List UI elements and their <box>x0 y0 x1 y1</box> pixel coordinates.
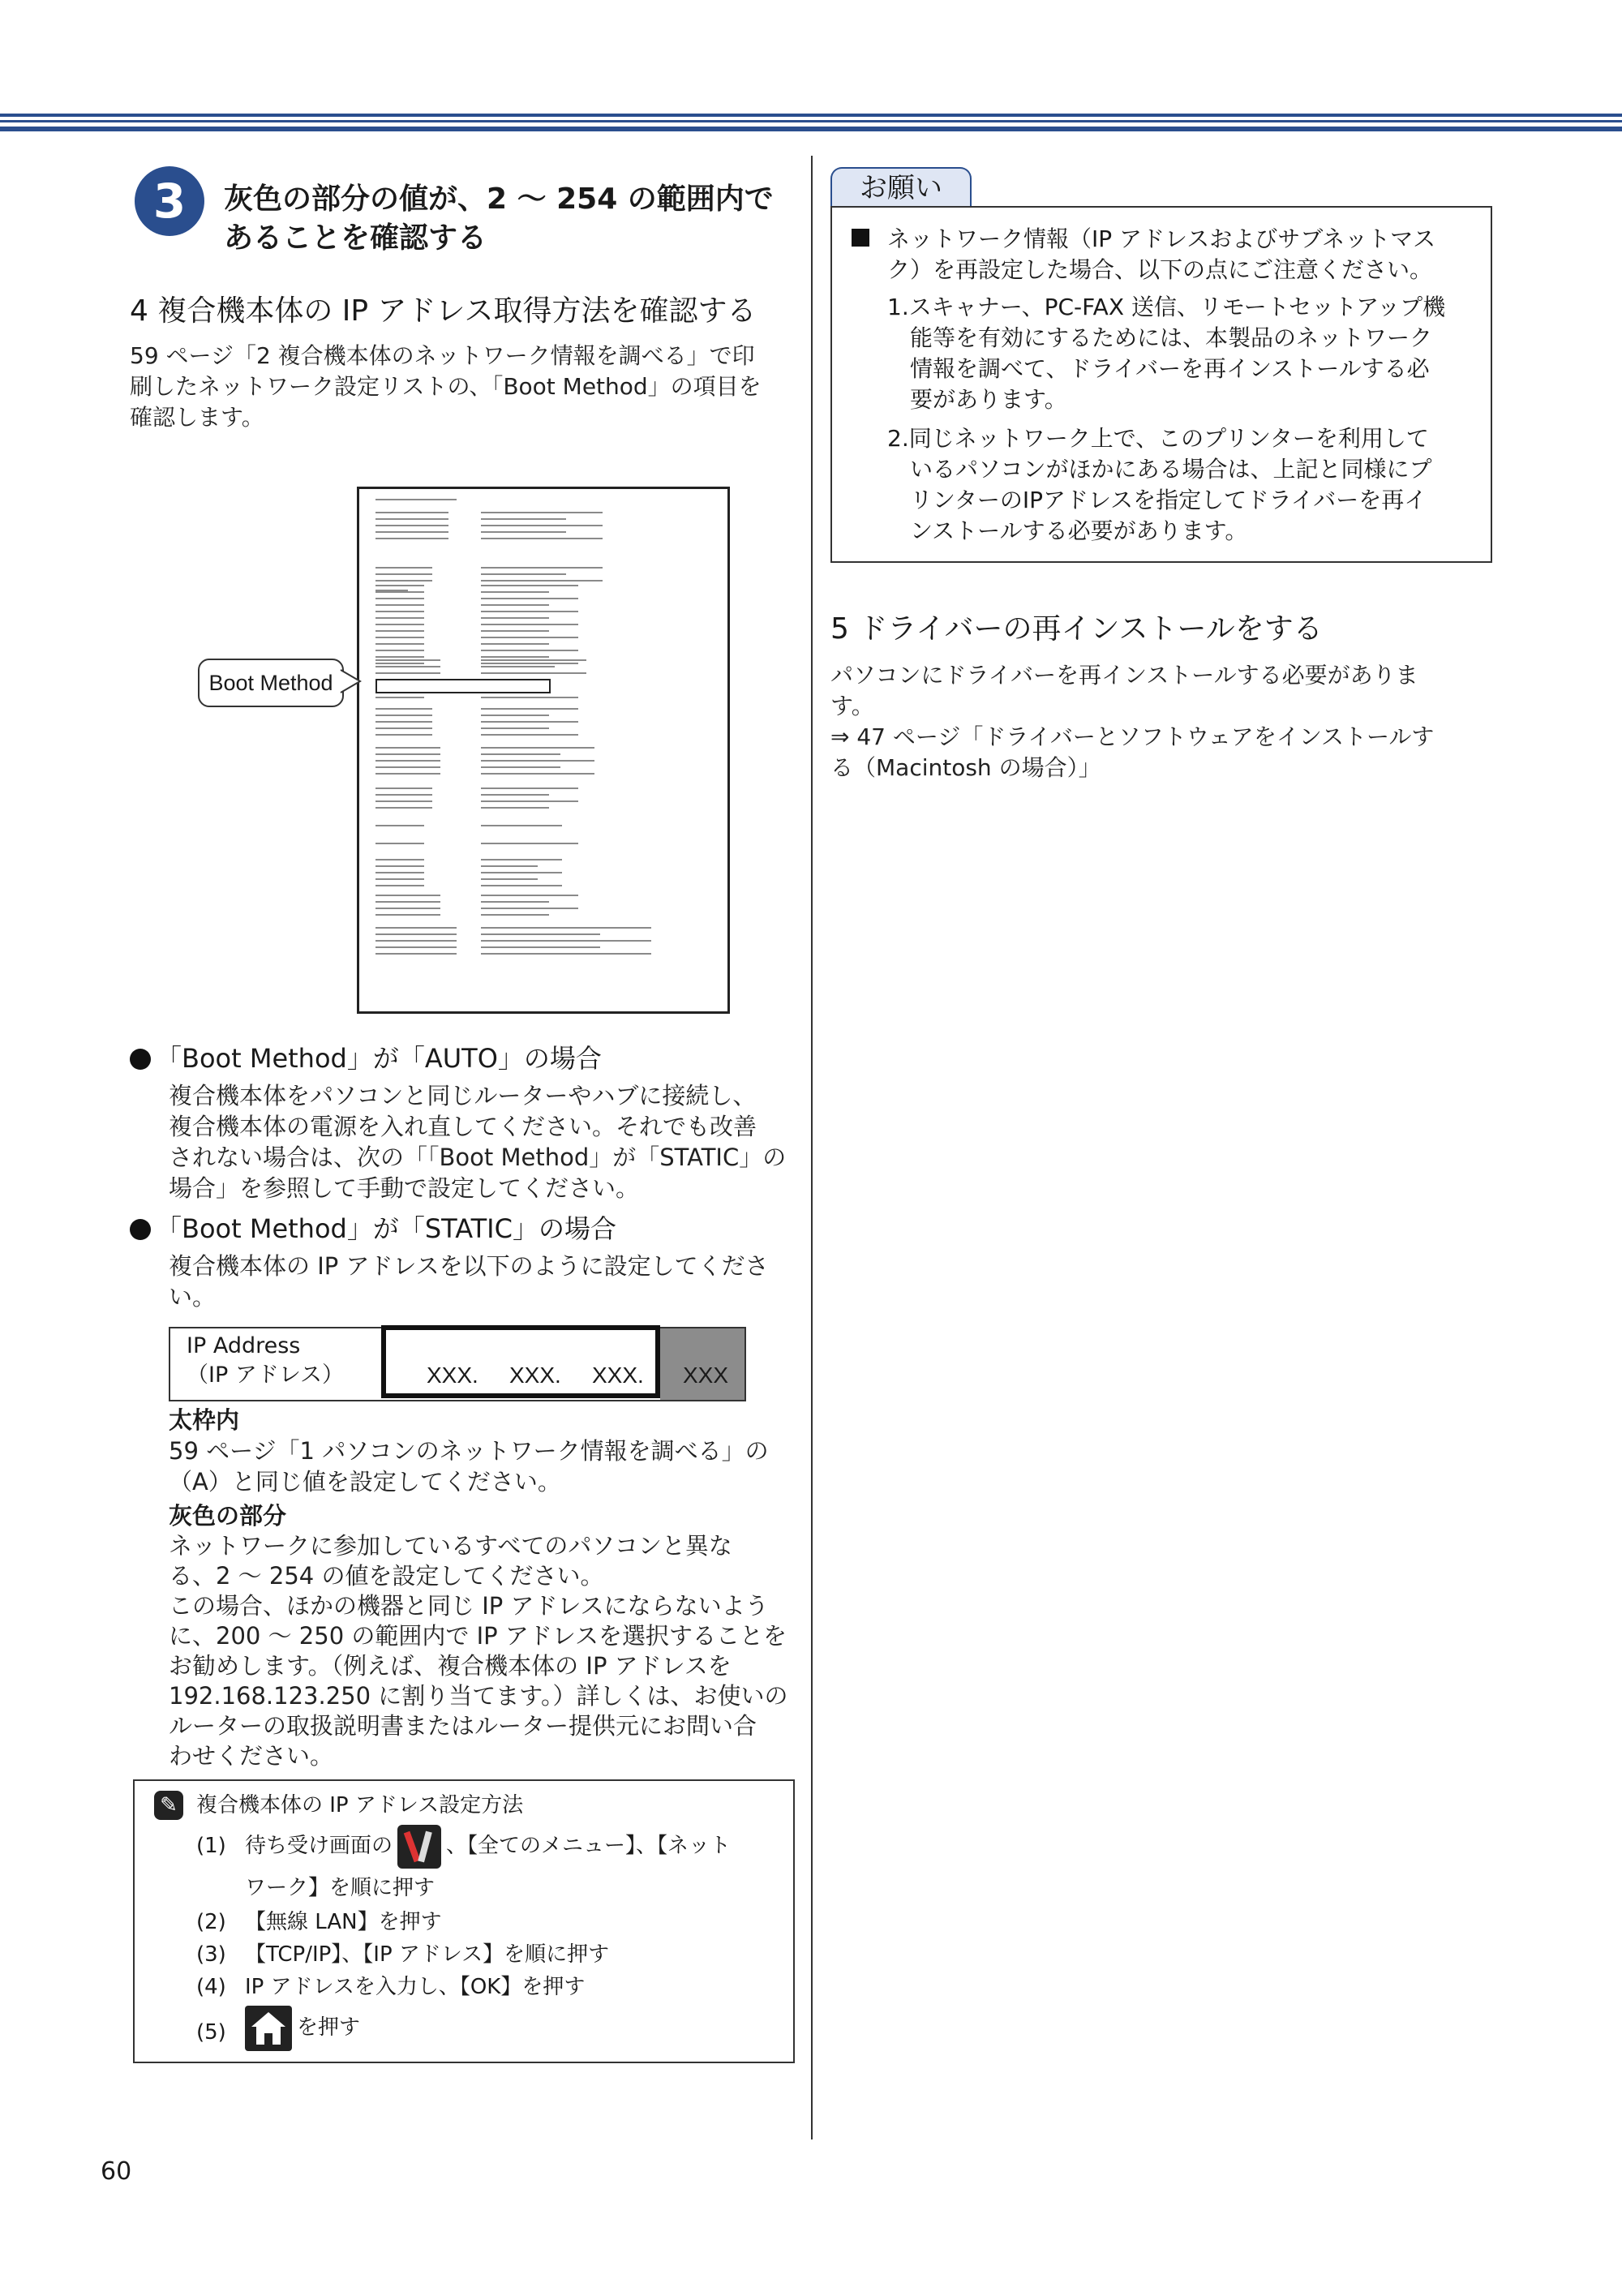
report-text-line <box>375 518 448 520</box>
report-text-line <box>375 908 440 909</box>
report-text-line <box>481 865 538 867</box>
body-line: 192.168.123.250 に割り当てます。）詳しくは、お使いの <box>169 1682 788 1710</box>
report-text-line <box>481 525 603 526</box>
note-step-3: 【TCP/IP】、【IP アドレス】を順に押す <box>245 1942 610 1967</box>
ip-setting-note-box <box>133 1779 795 2063</box>
callout-pointer <box>339 665 363 697</box>
note-step-text: 、【全てのメニュー】、【ネット <box>446 1834 732 1858</box>
body-line: 複合機本体の IP アドレスを以下のように設定してくださ <box>169 1252 769 1280</box>
note-step-number: (2) <box>196 1910 226 1934</box>
report-text-line <box>375 666 440 667</box>
report-text-line <box>375 747 440 749</box>
report-text-line <box>375 611 424 612</box>
report-text-line <box>375 788 432 789</box>
note-step-text: を押す <box>297 2015 361 2040</box>
report-text-line <box>481 807 549 809</box>
report-text-line <box>375 914 440 916</box>
column-divider <box>811 156 813 2139</box>
report-text-line <box>375 512 448 513</box>
header-rule-bottom <box>0 127 1622 131</box>
report-text-line <box>481 659 586 661</box>
step-number-badge: 3 <box>135 166 204 236</box>
report-text-line <box>481 753 560 755</box>
body-line: ルーターの取扱説明書またはルーター提供元にお問い合 <box>169 1712 757 1740</box>
report-text-line <box>375 659 440 661</box>
report-text-line <box>481 940 651 942</box>
report-text-line <box>481 933 600 935</box>
report-text-line <box>481 643 549 645</box>
auto-case-heading <box>130 1041 602 1075</box>
report-text-line <box>481 953 651 955</box>
report-text-line <box>375 825 424 826</box>
report-text-line <box>375 753 440 755</box>
square-bullet-icon <box>852 229 869 247</box>
report-text-line <box>481 927 651 929</box>
network-config-report-image <box>357 487 730 1014</box>
report-text-line <box>481 708 578 710</box>
section-4-body <box>130 341 762 433</box>
report-text-line <box>481 885 562 886</box>
request-point-1: 1.スキャナー、PC-FAX 送信、リモートセットアップ機 <box>887 294 1446 320</box>
report-text-line <box>375 637 424 638</box>
note-step-4: IP アドレスを入力し、【OK】を押す <box>245 1975 586 1999</box>
body-line: ネットワークに参加しているすべてのパソコンと異な <box>169 1532 732 1560</box>
report-text-line <box>375 538 448 539</box>
header-rule-top <box>0 114 1622 117</box>
request-point-2-line: いるパソコンがほかにある場合は、上記と同様にプ <box>910 456 1432 483</box>
body-line: 59 ページ「2 複合機本体のネットワーク情報を調べる」で印 <box>130 342 755 369</box>
ip-label-line: （IP アドレス） <box>187 1363 345 1388</box>
report-text-line <box>481 747 594 749</box>
thick-frame-body <box>169 1436 769 1497</box>
report-text-line <box>481 624 578 625</box>
report-text-line <box>375 766 440 768</box>
gray-part-title: 灰色の部分 <box>169 1502 287 1530</box>
report-text-line <box>481 697 578 698</box>
report-text-line <box>481 637 578 638</box>
report-text-line <box>481 766 560 768</box>
report-text-line <box>481 908 578 909</box>
report-text-line <box>481 663 578 664</box>
report-text-line <box>481 538 603 539</box>
report-text-line <box>375 734 432 736</box>
report-text-line <box>375 604 424 606</box>
section-4-heading: 4 複合機本体の IP アドレス取得方法を確認する <box>130 294 757 328</box>
body-line: 複合機本体の電源を入れ直してください。それでも改善 <box>169 1113 757 1140</box>
auto-case-heading-text: 「Boot Method」が「AUTO」の場合 <box>156 1043 602 1074</box>
report-text-line <box>481 672 586 674</box>
report-text-line <box>481 901 549 903</box>
step-title-line: あることを確認する <box>224 221 487 255</box>
body-line: わせください。 <box>169 1742 334 1770</box>
report-text-line <box>481 825 562 826</box>
report-text-line <box>375 940 457 942</box>
report-text-line <box>375 727 432 729</box>
report-text-line <box>375 800 432 802</box>
request-item-line: ネットワーク情報（IP アドレスおよびサブネットマス <box>887 225 1436 252</box>
request-point-2-line: ンストールする必要があります。 <box>910 517 1248 544</box>
bullet-icon <box>130 1049 151 1070</box>
note-step-text: 待ち受け画面の <box>245 1834 393 1858</box>
report-text-line <box>375 760 440 762</box>
body-line: 複合機本体をパソコンと同じルーターやハブに接続し、 <box>169 1082 757 1109</box>
report-text-line <box>481 788 578 789</box>
report-text-line <box>375 499 457 500</box>
report-text-line <box>375 580 432 582</box>
request-point-2-line: リンターのIPアドレスを指定してドライバーを再イ <box>910 487 1427 513</box>
report-text-line <box>375 807 432 809</box>
report-text-line <box>375 933 457 935</box>
report-text-line <box>375 643 424 645</box>
report-text-line <box>375 946 457 948</box>
static-case-heading-text: 「Boot Method」が「STATIC」の場合 <box>156 1213 616 1244</box>
boot-method-callout: Boot Method <box>198 659 344 707</box>
home-icon <box>245 2006 292 2051</box>
report-text-line <box>481 721 578 723</box>
report-text-line <box>375 715 432 716</box>
note-step-5 <box>240 2003 360 2052</box>
report-text-line <box>375 624 424 625</box>
note-step-2: 【無線 LAN】を押す <box>245 1910 442 1934</box>
ip-label-line: IP Address <box>187 1333 301 1358</box>
report-text-line <box>375 878 424 880</box>
request-point-1-line: 能等を有効にするためには、本製品のネットワーク <box>910 324 1433 351</box>
static-case-heading <box>130 1212 616 1246</box>
report-text-line <box>481 518 566 520</box>
report-text-line <box>481 843 578 844</box>
report-text-line <box>481 734 578 736</box>
report-text-line <box>375 927 457 929</box>
report-text-line <box>481 895 578 896</box>
bullet-icon <box>130 1219 151 1240</box>
ip-address-label <box>187 1332 344 1390</box>
body-line: る（Macintosh の場合）」 <box>830 754 1101 781</box>
request-box <box>830 206 1492 563</box>
report-text-line <box>481 580 603 582</box>
report-text-line <box>375 901 440 903</box>
ip-octet-1: XXX. <box>427 1363 478 1388</box>
body-line: 刷したネットワーク設定リストの、「Boot Method」の項目を <box>130 373 762 400</box>
report-text-line <box>481 531 566 533</box>
report-text-line <box>481 591 549 593</box>
request-point-1-line: 情報を調べて、ドライバーを再インストールする必 <box>910 355 1430 382</box>
report-text-line <box>481 715 549 716</box>
body-line: この場合、ほかの機器と同じ IP アドレスにならないよう <box>169 1592 769 1620</box>
body-line: ⇒ 47 ページ「ドライバーとソフトウェアをインストールす <box>830 723 1435 750</box>
body-line: 59 ページ「1 パソコンのネットワーク情報を調べる」の <box>169 1437 769 1465</box>
report-text-line <box>375 672 440 674</box>
report-text-line <box>375 617 424 619</box>
report-text-line <box>375 843 424 844</box>
report-text-line <box>375 525 448 526</box>
gray-part-body <box>169 1531 787 1771</box>
report-text-line <box>481 872 562 873</box>
auto-case-body <box>169 1080 786 1204</box>
report-text-line <box>481 617 549 619</box>
request-tab-label: お願い <box>830 167 972 208</box>
report-text-line <box>375 650 424 651</box>
report-text-line <box>481 946 600 948</box>
page-number: 60 <box>101 2157 132 2186</box>
body-line: されない場合は、次の「「Boot Method」が「STATIC」の <box>169 1144 787 1171</box>
section-5-heading: 5 ドライバーの再インストールをする <box>830 612 1323 646</box>
report-text-line <box>375 656 424 658</box>
report-text-line <box>375 708 432 710</box>
ip-octet-3: XXX. <box>592 1363 644 1388</box>
note-step-number: (1) <box>196 1834 226 1858</box>
report-text-line <box>481 773 594 775</box>
step-title <box>224 180 792 258</box>
ip-octet-2: XXX. <box>509 1363 561 1388</box>
note-step-1-cont: ワーク】を順に押す <box>245 1876 436 1900</box>
report-text-line <box>375 859 424 860</box>
body-line: お勧めします。（例えば、複合機本体の IP アドレスを <box>169 1652 732 1680</box>
report-text-line <box>481 573 566 575</box>
body-line: い。 <box>169 1283 217 1311</box>
report-text-line <box>481 656 549 658</box>
report-text-line <box>481 611 578 612</box>
request-point-2: 2.同じネットワーク上で、このプリンターを利用して <box>887 425 1429 452</box>
body-line: 確認します。 <box>130 404 264 431</box>
request-item <box>852 224 1435 255</box>
note-title: 複合機本体の IP アドレス設定方法 <box>196 1793 524 1817</box>
report-text-line <box>481 512 603 513</box>
report-text-line <box>375 585 424 586</box>
report-text-line <box>481 567 603 569</box>
report-text-line <box>375 697 424 698</box>
report-text-line <box>481 666 555 667</box>
ip-address-table <box>169 1327 746 1401</box>
request-point-1-line: 要があります。 <box>910 386 1067 413</box>
report-text-line <box>481 914 549 916</box>
report-text-line <box>375 630 424 632</box>
report-text-line <box>375 865 424 867</box>
report-text-line <box>375 773 440 775</box>
section-5-body <box>830 660 1434 783</box>
body-line: パソコンにドライバーを再インストールする必要がありま <box>830 662 1418 689</box>
report-text-line <box>481 630 549 632</box>
report-text-line <box>375 591 424 593</box>
body-line: す。 <box>830 693 874 719</box>
report-text-line <box>481 794 549 796</box>
body-line: る、2 ～ 254 の値を設定してください。 <box>169 1562 604 1590</box>
body-line: 場合」を参照して手動で設定してください。 <box>169 1174 640 1202</box>
report-text-line <box>481 604 549 606</box>
report-text-line <box>481 727 549 729</box>
note-step-number: (3) <box>196 1942 226 1967</box>
boot-method-highlight <box>375 679 551 693</box>
report-text-line <box>375 663 424 664</box>
report-text-line <box>375 598 424 599</box>
thick-frame-title: 太枠内 <box>169 1406 240 1434</box>
static-case-body <box>169 1251 769 1312</box>
body-line: に、200 ～ 250 の範囲内で IP アドレスを選択することを <box>169 1622 787 1650</box>
header-rule-mid <box>0 120 1622 122</box>
report-text-line <box>481 598 578 599</box>
report-text-line <box>481 585 578 586</box>
tools-icon <box>397 1825 441 1869</box>
report-text-line <box>375 953 457 955</box>
report-text-line <box>481 859 562 860</box>
step-title-line: 灰色の部分の値が、2 ～ 254 の範囲内で <box>224 182 774 216</box>
note-step-number: (5) <box>196 2020 226 2045</box>
report-text-line <box>481 800 578 802</box>
report-text-line <box>375 872 424 873</box>
report-text-line <box>481 760 594 762</box>
report-text-line <box>481 650 578 651</box>
note-step-1 <box>245 1823 731 1869</box>
report-text-line <box>375 531 448 533</box>
report-text-line <box>375 721 432 723</box>
report-text-line <box>481 878 538 880</box>
request-item-line: ク）を再設定した場合、以下の点にご注意ください。 <box>887 256 1433 283</box>
report-text-line <box>375 573 432 575</box>
note-step-number: (4) <box>196 1975 226 1999</box>
memo-pencil-icon: ✎ <box>154 1791 183 1820</box>
report-text-line <box>375 567 432 569</box>
report-text-line <box>375 885 424 886</box>
body-line: （A）と同じ値を設定してください。 <box>169 1468 561 1496</box>
report-text-line <box>375 794 432 796</box>
ip-octet-4: XXX <box>683 1363 729 1388</box>
report-text-line <box>375 895 440 896</box>
